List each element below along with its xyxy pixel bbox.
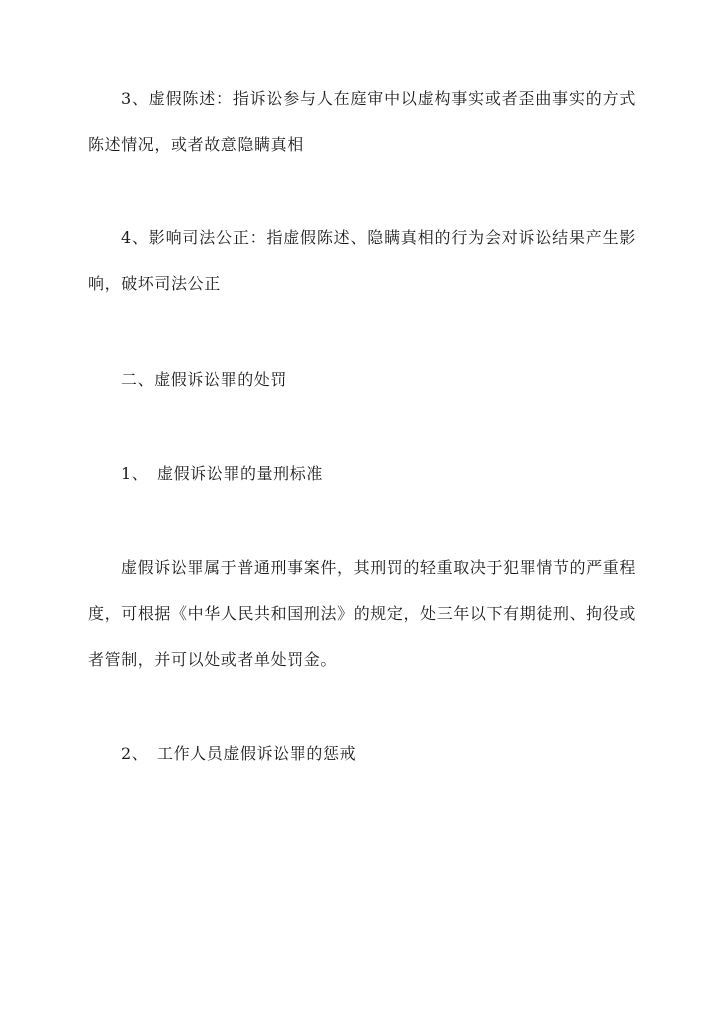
section-heading-penalty: 二、虚假诉讼罪的处罚 <box>121 370 288 389</box>
paragraph-affect-justice: 4、影响司法公正：指虚假陈述、隐瞒真相的行为会对诉讼结果产生影响，破坏司法公正 <box>88 228 636 293</box>
paragraph-sentencing-standard: 虚假诉讼罪属于普通刑事案件，其刑罚的轻重取决于犯罪情节的严重程度，可根据《中华人民共和国刑法》的规定，处三年以下有期徒刑、拘役或者管制，并可以处或者单处罚金。 <box>88 558 636 669</box>
subsection-heading-sentencing: 1、 虚假诉讼罪的量刑标准 <box>121 464 323 483</box>
subsection-heading-staff-discipline: 2、 工作人员虚假诉讼罪的惩戒 <box>121 744 357 763</box>
paragraph-false-statement: 3、虚假陈述：指诉讼参与人在庭审中以虚构事实或者歪曲事实的方式陈述情况，或者故意隐瞒真相 <box>88 89 636 154</box>
